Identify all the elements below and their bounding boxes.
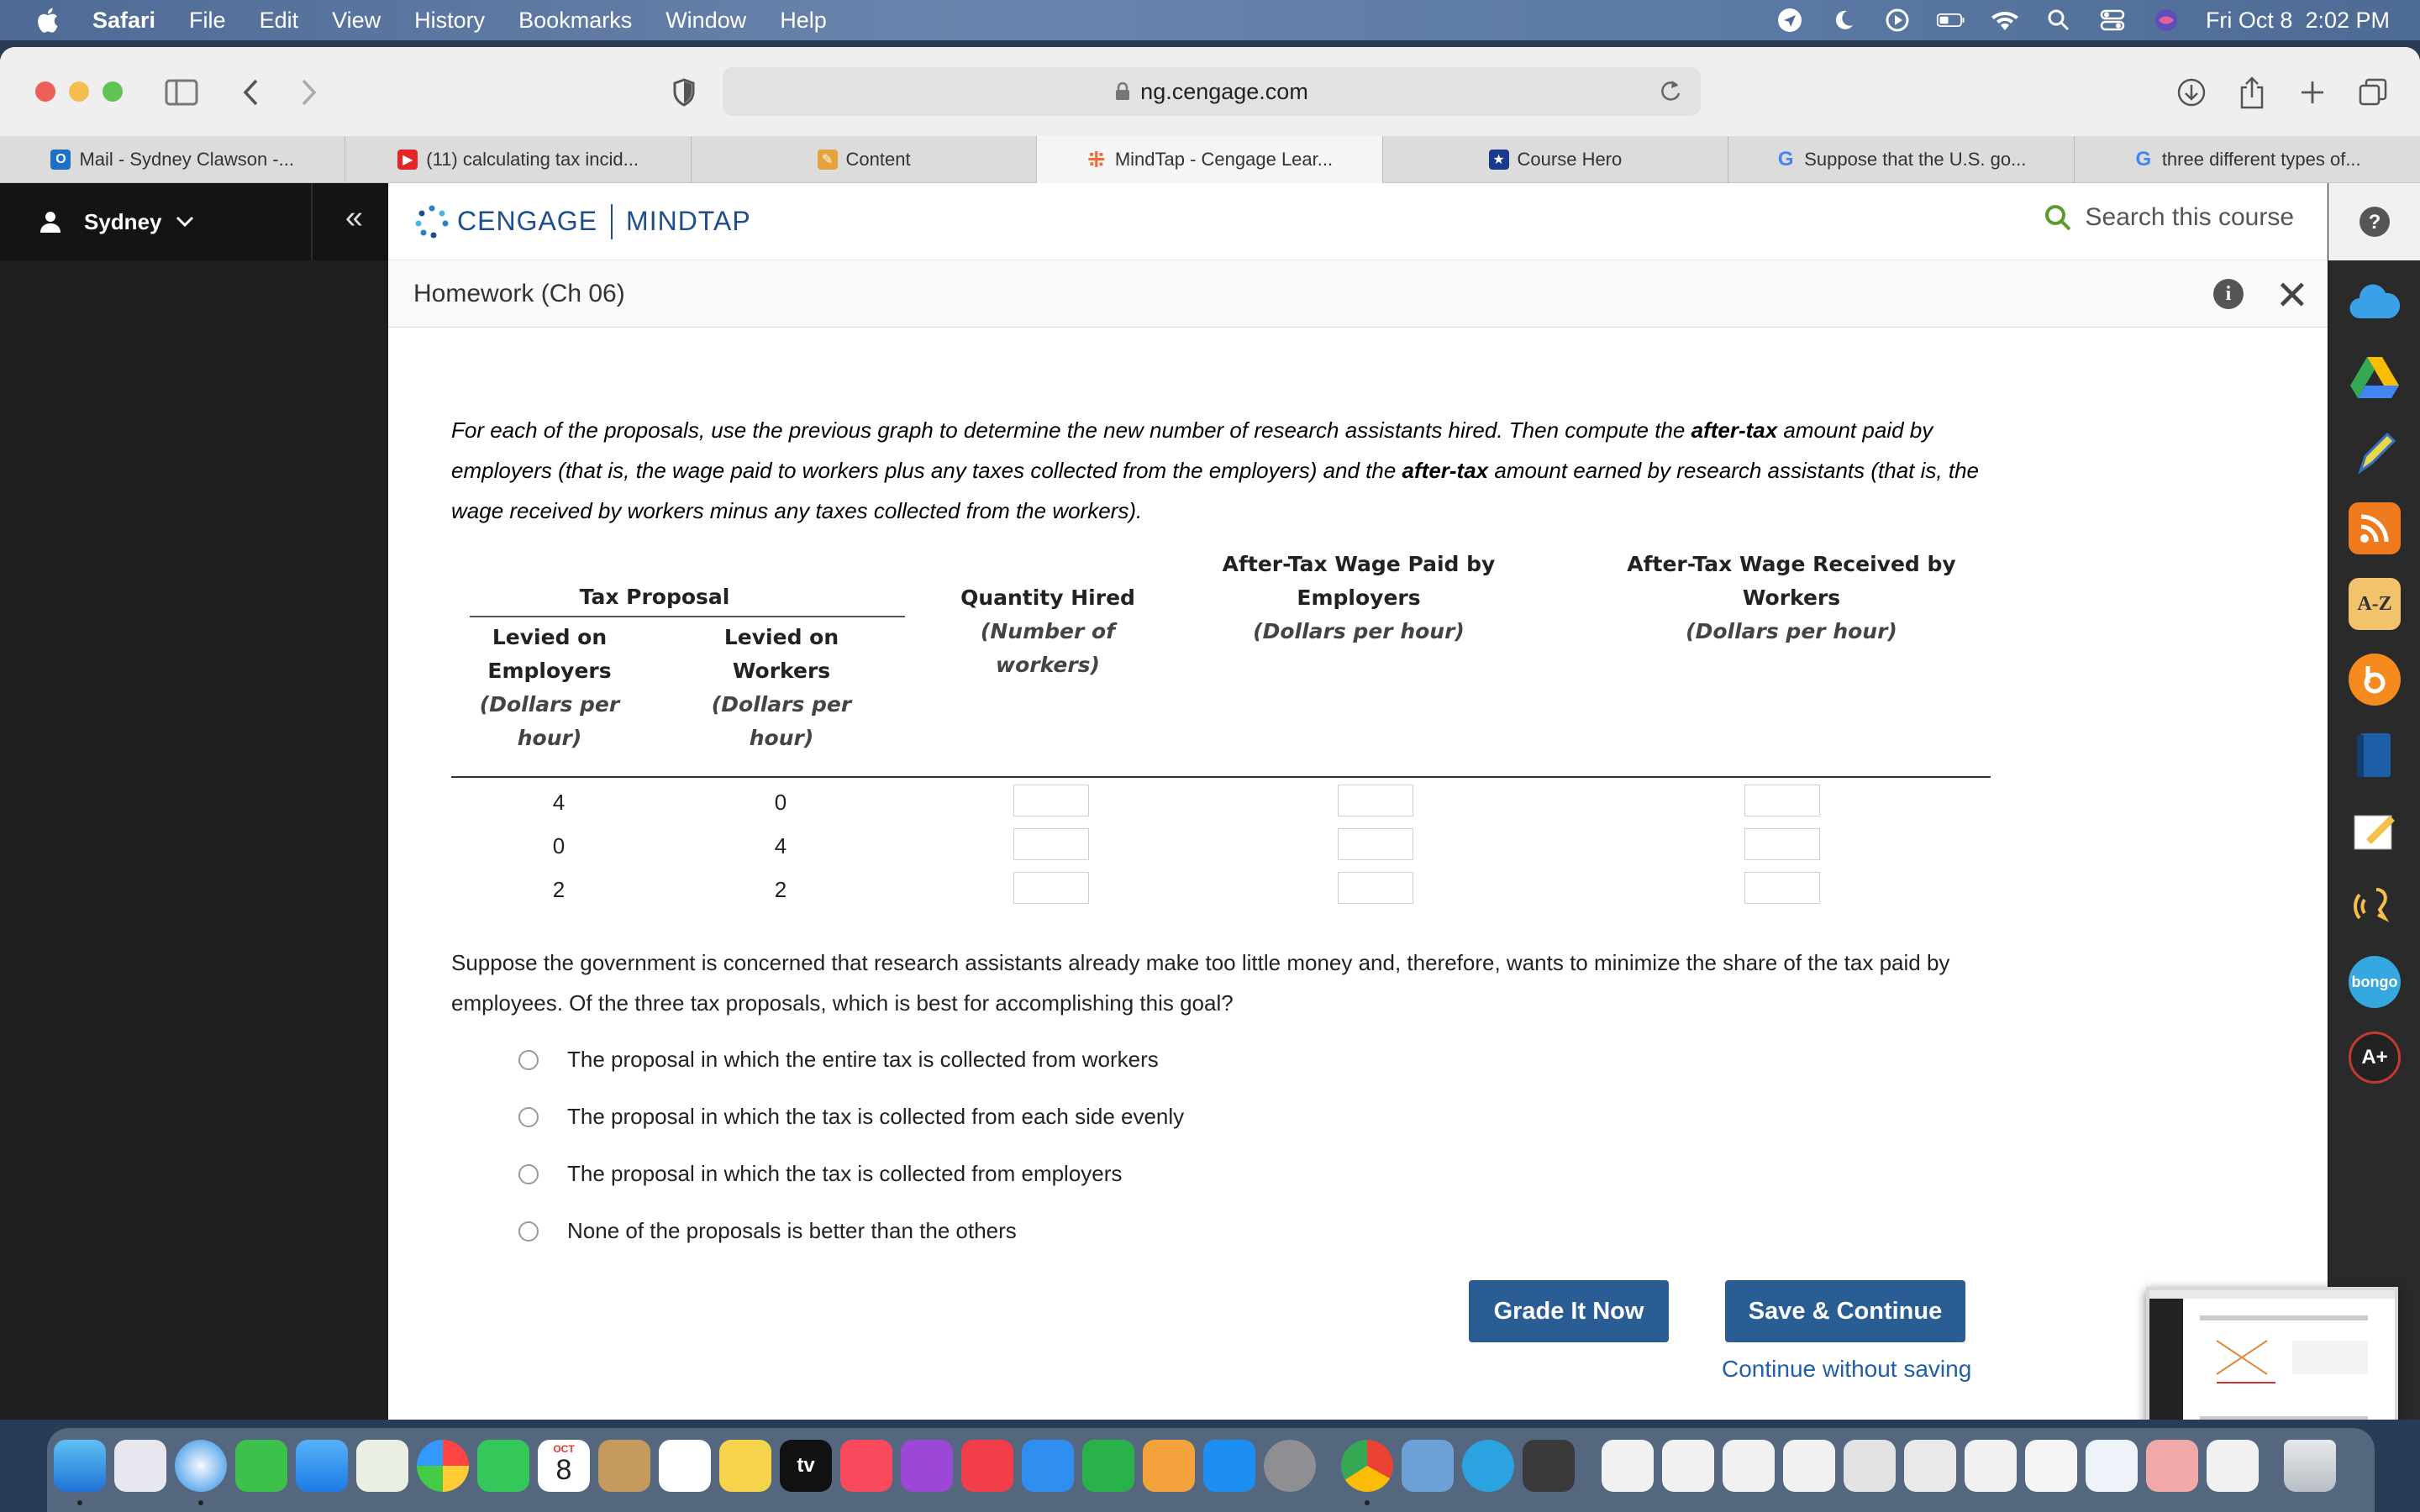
radio-button[interactable] — [518, 1221, 539, 1242]
divider — [311, 183, 313, 260]
pages-icon[interactable] — [1143, 1440, 1195, 1492]
address-bar[interactable] — [723, 67, 1701, 116]
preview-icon[interactable] — [1402, 1440, 1454, 1492]
tab-mail[interactable]: O Mail - Sydney Clawson -... — [0, 136, 345, 183]
chevron-down-icon — [176, 216, 194, 228]
messages-icon[interactable] — [235, 1440, 287, 1492]
document-icon[interactable] — [1904, 1440, 1956, 1492]
main-content — [388, 183, 2328, 1420]
pencil-icon: ✎ — [818, 150, 838, 170]
calendar-icon[interactable]: OCT 8 — [538, 1440, 590, 1492]
running-indicator — [198, 1500, 203, 1505]
document-icon[interactable] — [2146, 1440, 2198, 1492]
running-indicator — [77, 1500, 82, 1505]
wage-paid-input[interactable] — [1338, 785, 1413, 816]
document-icon[interactable] — [1965, 1440, 2017, 1492]
notes-app-icon[interactable] — [719, 1440, 771, 1492]
menu-window[interactable]: Window — [666, 7, 747, 33]
spotlight-search-icon[interactable] — [2044, 6, 2073, 34]
battery-icon[interactable] — [1937, 6, 1965, 34]
table-cell-workers: 0 — [774, 790, 787, 815]
wage-received-input[interactable] — [1744, 872, 1820, 904]
flashcards-icon[interactable] — [2349, 654, 2401, 706]
share-icon[interactable] — [2232, 72, 2272, 113]
document-icon[interactable] — [1783, 1440, 1835, 1492]
table-divider — [451, 776, 1991, 778]
new-tab-icon[interactable] — [2292, 72, 2333, 113]
table-cell-workers: 2 — [774, 877, 787, 902]
header-quantity-hired: Quantity Hired (Number of workers) — [960, 585, 1135, 677]
outlook-icon: O — [50, 150, 71, 170]
table-cell-employers: 2 — [552, 877, 566, 902]
url-text: ng.cengage.com — [1140, 78, 1308, 104]
search-icon — [2044, 203, 2072, 232]
finder-icon[interactable] — [54, 1440, 106, 1492]
tab-google-2[interactable]: G three different types of... — [2075, 136, 2420, 183]
brand-mindtap: MINDTAP — [626, 206, 751, 236]
document-icon[interactable] — [1662, 1440, 1714, 1492]
downloads-icon[interactable] — [2171, 72, 2212, 113]
search-placeholder: Search this course — [2085, 203, 2294, 231]
header-levied-employers: Levied on Employers (Dollars per hour) — [479, 625, 620, 750]
reload-icon[interactable] — [1659, 79, 1682, 104]
screenshot-thumbnail[interactable] — [2146, 1287, 2398, 1420]
running-indicator — [1365, 1500, 1370, 1505]
contacts-icon[interactable] — [598, 1440, 650, 1492]
coursehero-icon: ★ — [1489, 150, 1509, 170]
clock[interactable]: Fri Oct 8 2:02 PM — [2205, 7, 2390, 33]
window-controls — [35, 81, 123, 102]
info-icon[interactable]: i — [2213, 279, 2244, 309]
numbers-icon[interactable] — [1082, 1440, 1134, 1492]
course-search[interactable] — [2044, 203, 2294, 232]
quantity-input[interactable] — [1013, 785, 1089, 816]
lock-icon — [1115, 82, 1130, 101]
highlighter-icon[interactable] — [2349, 427, 2401, 479]
answer-option[interactable]: The proposal in which the tax is collected from employers — [518, 1161, 1122, 1187]
notes-icon[interactable] — [2349, 805, 2401, 857]
bongo-icon[interactable]: bongo — [2349, 956, 2401, 1008]
close-icon[interactable]: ✕ — [2275, 274, 2309, 318]
assignment-title: Homework (Ch 06) — [413, 279, 625, 307]
control-center-icon[interactable] — [2098, 6, 2127, 34]
mindtap-icon: ⁜ — [1086, 146, 1106, 172]
chrome-icon[interactable] — [1341, 1440, 1393, 1492]
brand-divider — [611, 204, 613, 239]
wifi-icon[interactable] — [1991, 6, 2019, 34]
facetime-icon[interactable] — [477, 1440, 529, 1492]
answer-option[interactable]: The proposal in which the entire tax is collected from workers — [518, 1047, 1159, 1073]
instructions-text: For each of the proposals, use the previous graph to determine the new number of research assistants hired. Then compute the after-tax amount paid by employers (that is, the wage paid to workers plus any taxes collected from the employers) and the after-tax amount earned by research assistants (that is, the wage received by workers minus any taxes collected from the workers). — [451, 417, 1979, 523]
app-header — [388, 183, 2328, 260]
wage-paid-input[interactable] — [1338, 828, 1413, 860]
music-icon[interactable] — [840, 1440, 892, 1492]
close-window-button[interactable] — [35, 81, 55, 102]
tab-content[interactable]: ✎ Content — [692, 136, 1037, 183]
svg-text:?: ? — [2368, 211, 2381, 234]
google-icon: G — [2135, 148, 2152, 171]
menu-history[interactable]: History — [414, 7, 486, 33]
continue-without-saving-link[interactable]: Continue without saving — [1722, 1356, 1972, 1382]
podcasts-icon[interactable] — [901, 1440, 953, 1492]
mail-icon[interactable] — [296, 1440, 348, 1492]
answer-option[interactable]: None of the proposals is better than the others — [518, 1218, 1017, 1244]
app-store-icon[interactable] — [1203, 1440, 1255, 1492]
tab-overview-icon[interactable] — [2353, 72, 2393, 113]
table-cell-employers: 0 — [552, 833, 566, 858]
help-icon[interactable] — [2358, 205, 2391, 239]
header-tax-proposal: Tax Proposal — [579, 585, 730, 609]
tab-coursehero[interactable]: ★ Course Hero — [1383, 136, 1728, 183]
system-preferences-icon[interactable] — [1264, 1440, 1316, 1492]
quantity-input[interactable] — [1013, 828, 1089, 860]
minimize-window-button[interactable] — [69, 81, 89, 102]
user-icon — [39, 210, 62, 234]
table-cell-employers: 4 — [552, 790, 566, 815]
document-icon[interactable] — [1723, 1440, 1775, 1492]
answer-option[interactable]: The proposal in which the tax is collected from each side evenly — [518, 1104, 1184, 1130]
wage-received-input[interactable] — [1744, 828, 1820, 860]
menu-help[interactable]: Help — [780, 7, 827, 33]
reminders-icon[interactable] — [659, 1440, 711, 1492]
browser-window — [0, 47, 2420, 1420]
safari-icon[interactable] — [175, 1440, 227, 1492]
wage-received-input[interactable] — [1744, 785, 1820, 816]
apple-tv-icon[interactable]: tv — [780, 1440, 832, 1492]
document-icon[interactable] — [2086, 1440, 2138, 1492]
zoom-window-button[interactable] — [103, 81, 123, 102]
course-sidebar — [0, 183, 388, 1420]
app-strip — [2328, 183, 2420, 1420]
launchpad-icon[interactable] — [114, 1440, 166, 1492]
rss-icon[interactable] — [2349, 502, 2401, 554]
radio-button[interactable] — [518, 1164, 539, 1184]
readspeaker-icon[interactable] — [2349, 880, 2401, 932]
google-icon: G — [1777, 148, 1794, 171]
news-icon[interactable] — [961, 1440, 1013, 1492]
apple-icon[interactable] — [34, 5, 64, 35]
book-icon[interactable] — [2349, 729, 2401, 781]
header-levied-workers: Levied on Workers (Dollars per hour) — [711, 625, 852, 750]
cengage-mindtap-logo[interactable] — [413, 203, 751, 240]
grade-it-now-button[interactable]: Grade It Now — [1469, 1280, 1669, 1342]
cloud-icon[interactable] — [2349, 276, 2401, 328]
question-text: Suppose the government is concerned that research assistants already make too little money and, therefore, wants to minimize the share of the tax paid by employees. Of the three tax proposals, which is best for accomplishing this goal? — [451, 950, 1950, 1016]
browser-toolbar — [0, 47, 2420, 136]
trash-icon[interactable] — [2284, 1440, 2336, 1492]
user-name: Sydney — [84, 208, 162, 234]
document-icon[interactable] — [2025, 1440, 2077, 1492]
keynote-icon[interactable] — [1022, 1440, 1074, 1492]
menu-bar — [0, 0, 2420, 40]
menu-app-safari[interactable]: Safari — [92, 7, 156, 33]
radio-button[interactable] — [518, 1107, 539, 1127]
youtube-icon: ▶ — [397, 150, 418, 170]
cengage-logo-icon — [413, 203, 450, 240]
tab-google-1[interactable]: G Suppose that the U.S. go... — [1728, 136, 2074, 183]
tab-youtube[interactable]: ▶ (11) calculating tax incid... — [345, 136, 691, 183]
header-wage-paid: After-Tax Wage Paid by Employers (Dollars per hour) — [1222, 552, 1496, 643]
telegram-icon[interactable] — [1462, 1440, 1514, 1492]
privacy-shield-icon[interactable] — [664, 72, 704, 113]
glossary-icon[interactable]: A-Z — [2349, 578, 2401, 630]
help-area — [2328, 183, 2420, 260]
dock — [47, 1428, 2375, 1512]
sidebar-toggle-icon[interactable] — [161, 72, 202, 113]
maps-icon[interactable] — [356, 1440, 408, 1492]
menu-view[interactable]: View — [332, 7, 381, 33]
thumbnail-preview-icon — [2149, 1290, 2395, 1420]
activity-header — [388, 260, 2328, 328]
menu-bookmarks[interactable]: Bookmarks — [518, 7, 633, 33]
menu-edit[interactable]: Edit — [259, 7, 299, 33]
screenshot-app-icon[interactable] — [1523, 1440, 1575, 1492]
document-icon[interactable] — [2207, 1440, 2259, 1492]
document-icon[interactable] — [1602, 1440, 1654, 1492]
collapse-sidebar-icon[interactable]: « — [345, 200, 363, 235]
divider — [470, 616, 905, 617]
radio-button[interactable] — [518, 1050, 539, 1070]
play-icon[interactable] — [1883, 6, 1912, 34]
moon-icon[interactable] — [1829, 6, 1858, 34]
table-cell-workers: 4 — [774, 833, 787, 858]
google-drive-icon[interactable] — [2349, 351, 2401, 403]
user-menu[interactable] — [0, 183, 388, 260]
save-and-continue-button[interactable]: Save & Continue — [1725, 1280, 1965, 1342]
location-icon[interactable] — [1776, 6, 1804, 34]
aplus-icon[interactable]: A+ — [2349, 1032, 2401, 1084]
back-icon[interactable] — [230, 72, 271, 113]
header-wage-received: After-Tax Wage Received by Workers (Dollars per hour) — [1627, 552, 1956, 643]
forward-icon[interactable] — [289, 72, 329, 113]
wage-paid-input[interactable] — [1338, 872, 1413, 904]
tab-bar — [0, 136, 2420, 183]
tab-mindtap[interactable]: ⁜ MindTap - Cengage Lear... — [1037, 136, 1382, 183]
siri-icon[interactable] — [2152, 6, 2181, 34]
brand-cengage: CENGAGE — [457, 206, 598, 236]
quantity-input[interactable] — [1013, 872, 1089, 904]
document-icon[interactable] — [1844, 1440, 1896, 1492]
menu-file[interactable]: File — [189, 7, 226, 33]
photos-icon[interactable] — [417, 1440, 469, 1492]
